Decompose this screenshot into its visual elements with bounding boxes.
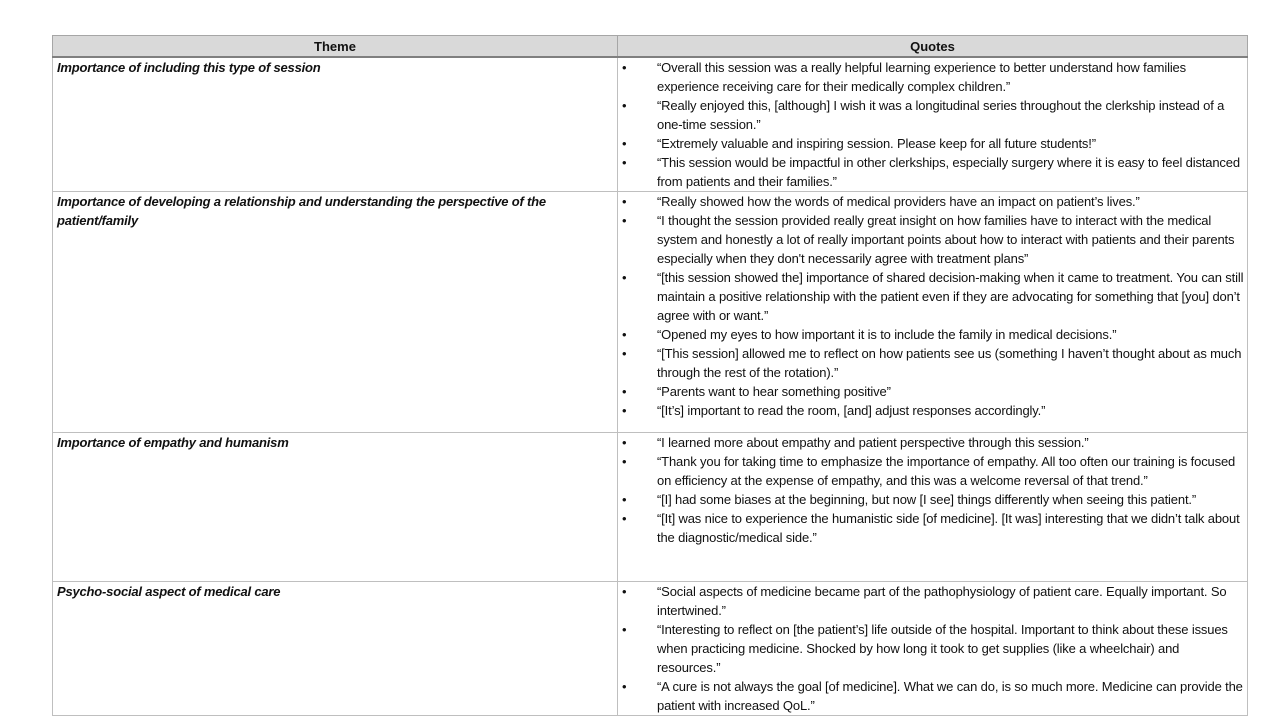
quote-item <box>618 582 1247 620</box>
quote-item <box>618 382 1247 401</box>
bullet-icon: • <box>622 403 627 418</box>
quote-text: “[It] was nice to experience the humanistic side [of medicine]. [It was] interesting that we didn’t talk about the diagnostic/medical side.” <box>657 511 1240 545</box>
bullet-icon: • <box>622 327 627 342</box>
quote-item <box>618 677 1247 715</box>
table-row <box>53 433 1248 582</box>
quote-item <box>618 325 1247 344</box>
table-row <box>53 192 1248 433</box>
quote-text: “I learned more about empathy and patient perspective through this session.” <box>657 435 1089 450</box>
quote-item <box>618 96 1247 134</box>
theme-cell: Importance of empathy and humanism <box>53 433 618 582</box>
quotes-cell <box>618 582 1248 716</box>
quote-item <box>618 401 1247 420</box>
table-row <box>53 57 1248 192</box>
quote-list <box>618 433 1247 547</box>
quote-text: “Thank you for taking time to emphasize the importance of empathy. All too often our training is focused on efficiency at the expense of empathy, and this was a welcome reversal of that trend.” <box>657 454 1236 488</box>
bullet-icon: • <box>622 454 627 469</box>
bullet-icon: • <box>622 622 627 637</box>
quote-item <box>618 58 1247 96</box>
bullet-icon: • <box>622 492 627 507</box>
bullet-icon: • <box>622 584 627 599</box>
quote-text: “[I] had some biases at the beginning, but now [I see] things differently when seeing this patient.” <box>657 492 1197 507</box>
bullet-icon: • <box>622 60 627 75</box>
quote-item <box>618 490 1247 509</box>
quotes-cell <box>618 57 1248 192</box>
themes-quotes-table <box>52 35 1248 716</box>
bullet-icon: • <box>622 136 627 151</box>
bullet-icon: • <box>622 155 627 170</box>
quote-text: “Extremely valuable and inspiring session. Please keep for all future students!” <box>657 136 1096 151</box>
bullet-icon: • <box>622 98 627 113</box>
quote-item <box>618 268 1247 325</box>
quote-list <box>618 582 1247 715</box>
theme-cell: Importance of including this type of session <box>53 57 618 192</box>
bullet-icon: • <box>622 194 627 209</box>
theme-cell: Importance of developing a relationship and understanding the perspective of the patient/family <box>53 192 618 433</box>
quote-item <box>618 153 1247 191</box>
quote-text: “[It’s] important to read the room, [and] adjust responses accordingly.” <box>657 403 1046 418</box>
quote-item <box>618 620 1247 677</box>
quote-item <box>618 344 1247 382</box>
table-header-row <box>53 36 1248 58</box>
quotes-cell <box>618 192 1248 433</box>
bullet-icon: • <box>622 511 627 526</box>
theme-cell: Psycho-social aspect of medical care <box>53 582 618 716</box>
quote-text: “Overall this session was a really helpful learning experience to better understand how families experience receiving care for their medically complex children.” <box>657 60 1186 94</box>
quote-text: “A cure is not always the goal [of medicine]. What we can do, is so much more. Medicine can provide the patient with increased QoL.” <box>657 679 1243 713</box>
bullet-icon: • <box>622 270 627 285</box>
bullet-icon: • <box>622 346 627 361</box>
table-row <box>53 582 1248 716</box>
quote-item <box>618 509 1247 547</box>
quote-text: “This session would be impactful in other clerkships, especially surgery where it is easy to feel distanced from patients and their families.” <box>657 155 1240 189</box>
quote-list <box>618 192 1247 420</box>
quote-list <box>618 58 1247 191</box>
quote-text: “Really showed how the words of medical providers have an impact on patient’s lives.” <box>657 194 1140 209</box>
quote-item <box>618 211 1247 268</box>
quote-text: “Really enjoyed this, [although] I wish it was a longitudinal series throughout the clerkship instead of a one-time session.” <box>657 98 1225 132</box>
quote-item <box>618 134 1247 153</box>
quote-item <box>618 433 1247 452</box>
quote-text: “Opened my eyes to how important it is to include the family in medical decisions.” <box>657 327 1117 342</box>
quotes-cell <box>618 433 1248 582</box>
bullet-icon: • <box>622 213 627 228</box>
theme-column-header: Theme <box>53 36 618 58</box>
quote-item <box>618 452 1247 490</box>
bullet-icon: • <box>622 384 627 399</box>
quote-text: “[this session showed the] importance of shared decision-making when it came to treatment. You can still maintain a positive relationship with the patient even if they are advocating for something that [you] don’t agree with or want.” <box>657 270 1244 323</box>
quote-item <box>618 192 1247 211</box>
bullet-icon: • <box>622 435 627 450</box>
quote-text: “Interesting to reflect on [the patient’s] life outside of the hospital. Important to think about these issues when practicing medicine. Shocked by how long it took to get supplies (like a wheelchair) and resources.” <box>657 622 1228 675</box>
quote-text: “Parents want to hear something positive” <box>657 384 891 399</box>
quotes-column-header: Quotes <box>618 36 1248 58</box>
quote-text: “[This session] allowed me to reflect on how patients see us (something I haven’t thought about as much through the rest of the rotation).” <box>657 346 1242 380</box>
bullet-icon: • <box>622 679 627 694</box>
quote-text: “Social aspects of medicine became part of the pathophysiology of patient care. Equally important. So intertwined.” <box>657 584 1227 618</box>
quote-text: “I thought the session provided really great insight on how families have to interact with the medical system and honestly a lot of really important points about how to interact with patients and their parents especially when they don't necessarily agree with treatment plans” <box>657 213 1235 266</box>
